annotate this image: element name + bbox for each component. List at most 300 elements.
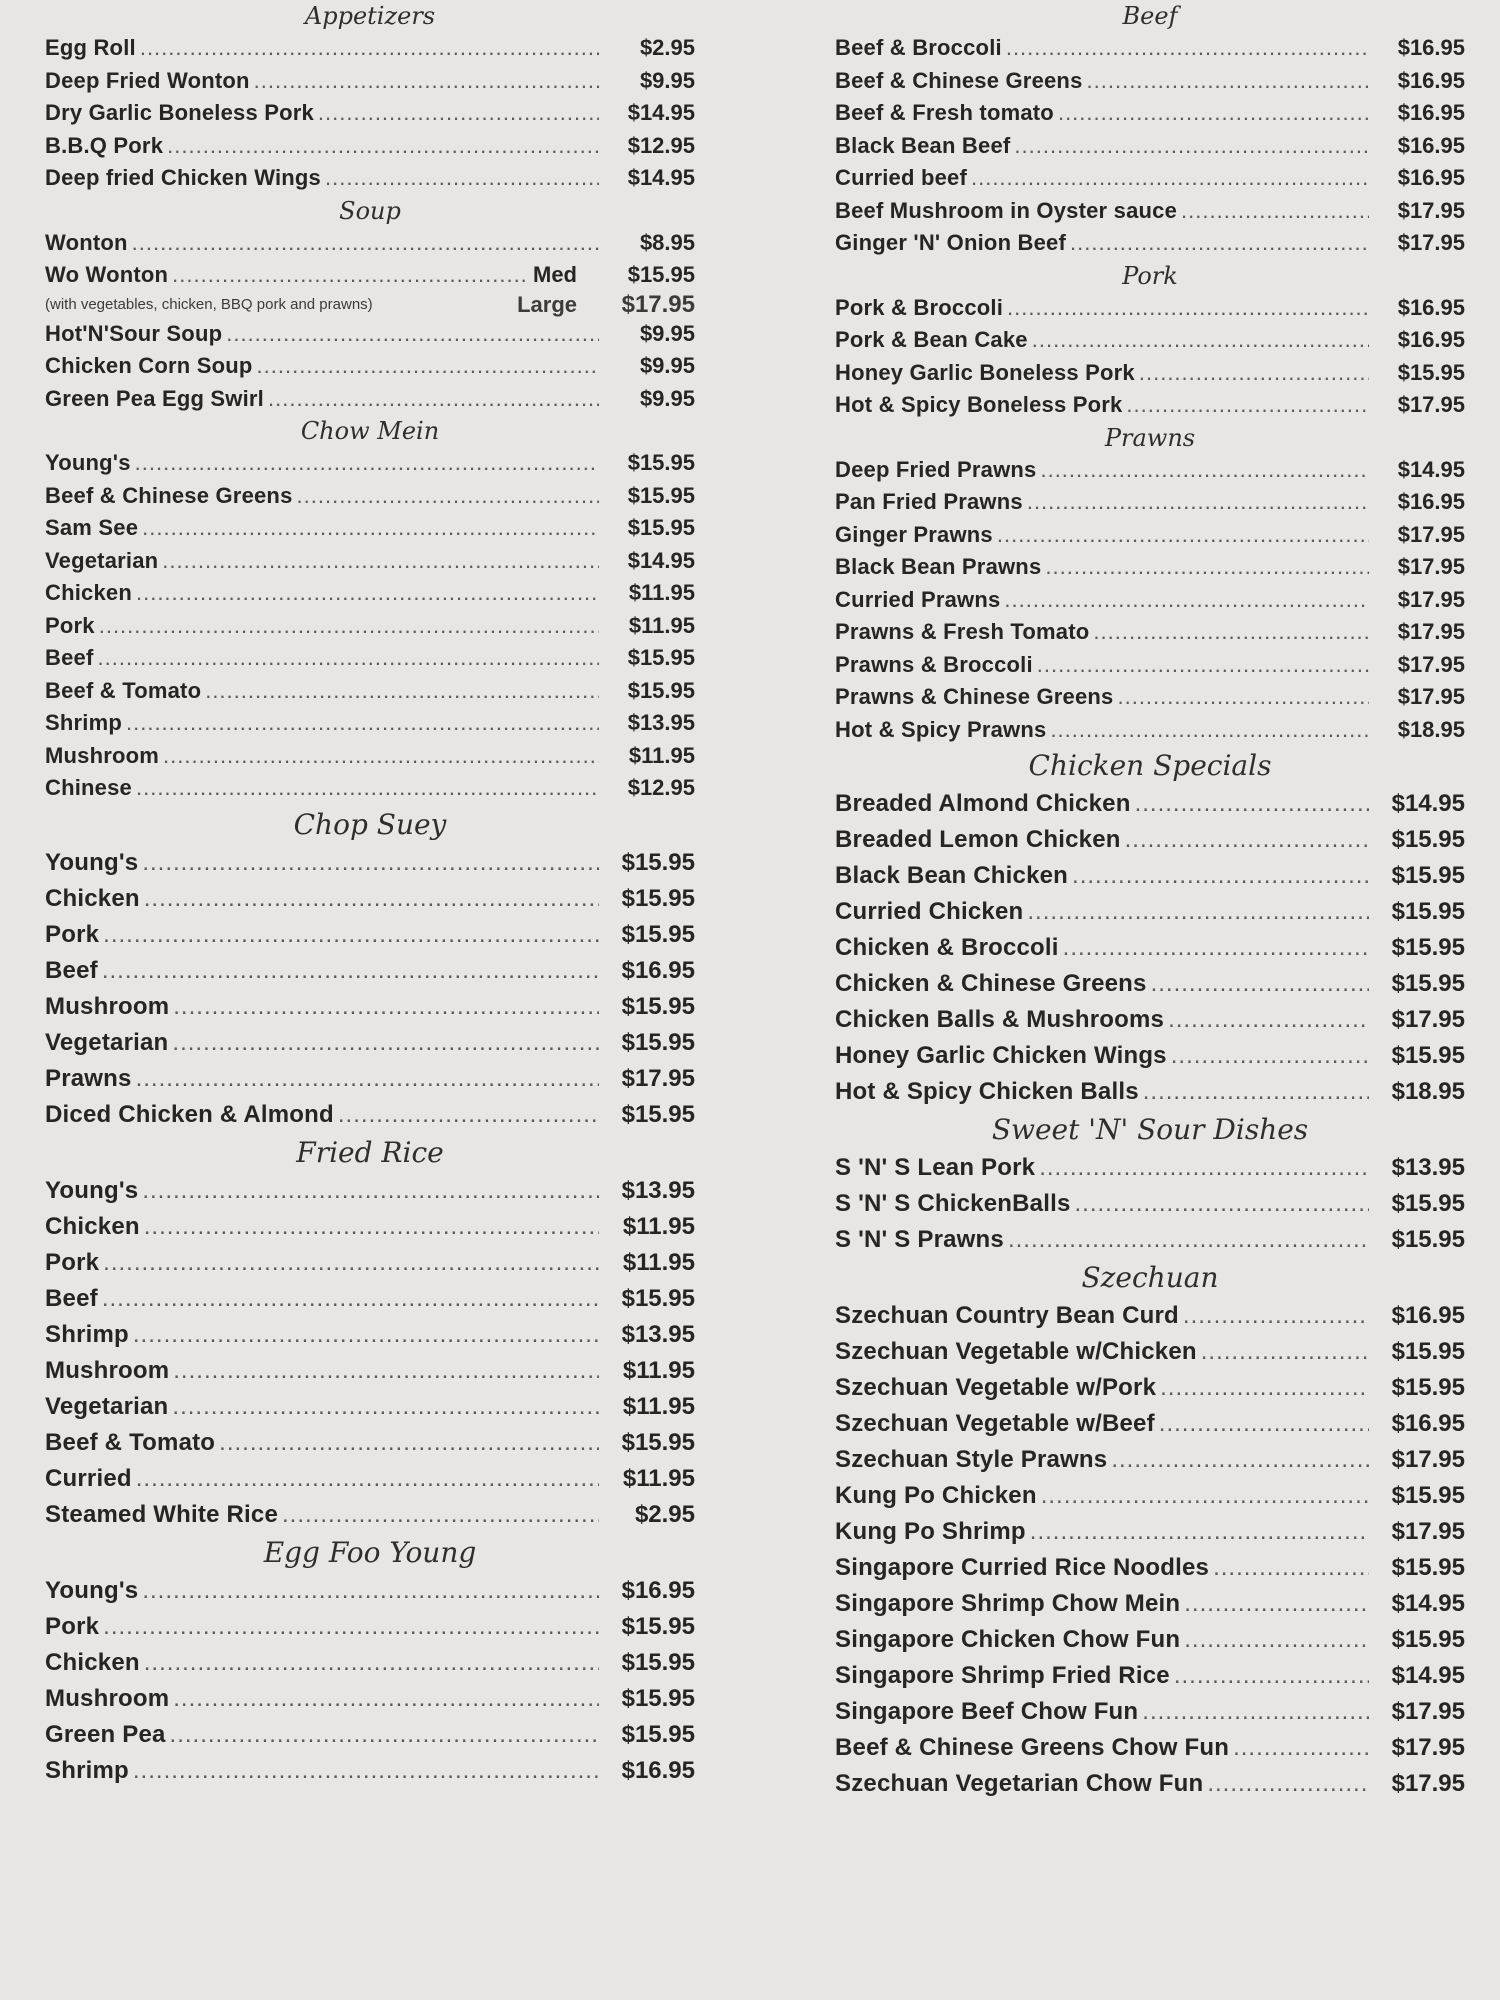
item-price: $15.95 xyxy=(1391,934,1465,961)
item-name: Mushroom xyxy=(45,1684,170,1712)
menu-item xyxy=(45,1353,695,1389)
item-price: $13.95 xyxy=(621,1176,695,1204)
section-chop-suey xyxy=(45,805,695,1133)
menu-item xyxy=(835,292,1465,325)
leader-dots xyxy=(1027,486,1369,519)
item-price: $16.95 xyxy=(1397,67,1465,93)
leader-dots xyxy=(1174,1658,1369,1694)
leader-dots xyxy=(219,1425,599,1461)
item-name: Honey Garlic Chicken Wings xyxy=(835,1042,1167,1069)
item-name: Hot & Spicy Prawns xyxy=(835,716,1047,742)
menu-item xyxy=(835,519,1465,552)
leader-dots xyxy=(1117,681,1369,714)
section-title-appetizers: Appetizers xyxy=(304,2,436,30)
leader-dots xyxy=(1143,1074,1369,1110)
menu-item xyxy=(835,357,1465,390)
item-name: Beef & Tomato xyxy=(45,1428,216,1456)
item-price: $15.95 xyxy=(627,677,695,703)
menu-item xyxy=(835,714,1465,747)
item-price: $15.95 xyxy=(1391,826,1465,853)
item-price: $16.95 xyxy=(621,956,695,984)
leader-dots xyxy=(297,480,599,513)
leader-dots xyxy=(257,350,599,383)
menu-item xyxy=(45,1573,695,1609)
leader-dots xyxy=(1160,1370,1369,1406)
menu-item xyxy=(45,447,695,480)
item-price: $11.95 xyxy=(622,1392,695,1420)
leader-dots xyxy=(205,675,599,708)
item-name: Singapore Beef Chow Fun xyxy=(835,1698,1139,1725)
leader-dots xyxy=(1006,32,1369,65)
item-name: Szechuan Vegetable w/Pork xyxy=(835,1374,1157,1401)
menu-item xyxy=(45,1317,695,1353)
item-name: Prawns & Broccoli xyxy=(835,651,1033,677)
item-name: Singapore Curried Rice Noodles xyxy=(835,1554,1210,1581)
leader-dots xyxy=(1087,65,1369,98)
item-name: Beef & Tomato xyxy=(45,677,202,703)
leader-dots xyxy=(1045,551,1369,584)
menu-item xyxy=(835,130,1465,163)
menu-item xyxy=(45,1609,695,1645)
leader-dots xyxy=(1039,1150,1369,1186)
item-price: $16.95 xyxy=(1397,327,1465,352)
leader-dots xyxy=(1233,1730,1369,1766)
menu-item xyxy=(45,162,695,195)
item-name: Curried beef xyxy=(835,165,967,190)
item-price: $17.95 xyxy=(1397,651,1465,677)
item-price: $14.95 xyxy=(1391,1662,1465,1689)
item-price: $15.95 xyxy=(1391,1374,1465,1401)
item-name: Prawns & Chinese Greens xyxy=(835,684,1114,709)
leader-dots xyxy=(140,32,599,65)
leader-dots xyxy=(98,642,600,675)
menu-item xyxy=(835,1370,1465,1406)
item-price: $12.95 xyxy=(627,132,695,158)
leader-dots xyxy=(1050,714,1369,747)
leader-dots xyxy=(1075,1186,1370,1222)
leader-dots xyxy=(1030,1514,1369,1550)
item-name: Pork xyxy=(45,612,95,638)
leader-dots xyxy=(136,1061,599,1097)
item-price: $15.95 xyxy=(621,920,695,948)
menu-item xyxy=(835,1478,1465,1514)
section-title-sweet-sour: Sweet 'N' Sour Dishes xyxy=(991,1113,1309,1146)
leader-dots xyxy=(997,519,1369,552)
item-price: $15.95 xyxy=(627,515,695,540)
menu-item xyxy=(835,930,1465,966)
menu-item xyxy=(45,642,695,675)
leader-dots xyxy=(172,259,529,292)
section-title-szechuan: Szechuan xyxy=(1081,1261,1219,1294)
leader-dots xyxy=(1041,1478,1369,1514)
item-name: Chicken & Broccoli xyxy=(835,934,1059,961)
item-name: Szechuan Vegetable w/Beef xyxy=(835,1410,1155,1437)
menu-item xyxy=(835,1038,1465,1074)
section-chicken-specials xyxy=(835,746,1465,1110)
menu-item xyxy=(45,1173,695,1209)
item-name: Pork xyxy=(45,1248,100,1276)
item-price: $11.95 xyxy=(622,1248,695,1276)
szechuan-list xyxy=(835,1298,1465,1802)
item-price: $11.95 xyxy=(622,1212,695,1240)
menu-item xyxy=(835,389,1465,422)
section-soup xyxy=(45,195,695,416)
menu-item xyxy=(45,1025,695,1061)
leader-dots xyxy=(1181,195,1369,228)
item-name: Honey Garlic Boneless Pork xyxy=(835,359,1135,385)
menu-item xyxy=(835,1406,1465,1442)
menu-item xyxy=(835,1186,1465,1222)
leader-dots xyxy=(1151,966,1369,1002)
item-name: S 'N' S Lean Pork xyxy=(835,1154,1036,1181)
menu-item xyxy=(835,1298,1465,1334)
item-name: Young's xyxy=(45,1576,139,1604)
menu-item xyxy=(835,894,1465,930)
item-name: Young's xyxy=(45,1176,139,1204)
menu-item xyxy=(835,616,1465,649)
section-title-chow-mein: Chow Mein xyxy=(300,417,440,445)
soup-list xyxy=(45,318,695,416)
item-price: $16.95 xyxy=(621,1756,695,1784)
item-name: Dry Garlic Boneless Pork xyxy=(45,100,314,125)
item-price: $17.95 xyxy=(1391,1698,1465,1725)
item-name: Mushroom xyxy=(45,992,170,1020)
leader-dots xyxy=(1125,822,1369,858)
chicken-specials-list xyxy=(835,786,1465,1110)
chow-mein-list xyxy=(45,447,695,805)
menu-item xyxy=(835,822,1465,858)
item-note: (with vegetables, chicken, BBQ pork and prawns) xyxy=(45,295,373,313)
section-sweet-sour xyxy=(835,1110,1465,1258)
menu-item xyxy=(45,1097,695,1133)
item-name: Chicken & Chinese Greens xyxy=(835,970,1147,997)
item-price: $15.95 xyxy=(1391,1338,1465,1365)
leader-dots xyxy=(1135,786,1369,822)
menu-item xyxy=(45,1753,695,1789)
item-price: $15.95 xyxy=(627,450,695,475)
item-price: $18.95 xyxy=(1391,1078,1465,1105)
leader-dots xyxy=(1014,130,1369,163)
leader-dots xyxy=(1072,858,1369,894)
item-name: Prawns & Fresh Tomato xyxy=(835,619,1090,644)
item-price: $17.95 xyxy=(1397,230,1465,255)
item-price: $15.95 xyxy=(627,262,695,287)
item-price: $15.95 xyxy=(621,1648,695,1676)
leader-dots xyxy=(971,162,1369,195)
menu-item xyxy=(835,1658,1465,1694)
item-name: Chicken xyxy=(45,1212,140,1240)
leader-dots xyxy=(142,512,599,545)
item-name: Beef xyxy=(45,956,98,984)
menu-item xyxy=(45,1681,695,1717)
leader-dots xyxy=(1207,1766,1369,1802)
item-name: Young's xyxy=(45,450,131,475)
item-price: $17.95 xyxy=(621,290,695,318)
item-price: $17.95 xyxy=(1391,1446,1465,1473)
item-name: Green Pea xyxy=(45,1720,166,1748)
item-name: Mushroom xyxy=(45,1356,170,1384)
item-price: $8.95 xyxy=(639,229,695,255)
item-name: Breaded Lemon Chicken xyxy=(835,826,1121,853)
leader-dots xyxy=(1168,1002,1369,1038)
item-name: Deep Fried Prawns xyxy=(835,456,1037,482)
item-name: Hot & Spicy Boneless Pork xyxy=(835,392,1123,417)
leader-dots xyxy=(1159,1406,1369,1442)
leader-dots xyxy=(167,130,599,163)
item-name: Kung Po Chicken xyxy=(835,1482,1037,1509)
item-price: $13.95 xyxy=(627,710,695,735)
leader-dots xyxy=(1063,930,1369,966)
menu-item-note-row xyxy=(45,292,695,318)
leader-dots xyxy=(173,1353,599,1389)
menu-item xyxy=(45,1061,695,1097)
item-price: $17.95 xyxy=(1397,586,1465,612)
section-title-prawns: Prawns xyxy=(1104,423,1196,452)
item-price: $15.95 xyxy=(621,1100,695,1128)
item-name: Curried Chicken xyxy=(835,898,1024,925)
menu-item xyxy=(45,577,695,610)
item-price: $17.95 xyxy=(1391,1006,1465,1033)
item-name: Ginger Prawns xyxy=(835,521,993,547)
item-price: $15.95 xyxy=(1391,1042,1465,1069)
item-name: Black Bean Prawns xyxy=(835,554,1042,579)
item-price: $16.95 xyxy=(1391,1410,1465,1437)
leader-dots xyxy=(173,1681,599,1717)
item-name: Wo Wonton xyxy=(45,262,169,287)
menu-item xyxy=(45,772,695,805)
menu-item xyxy=(835,486,1465,519)
egg-foo-young-list xyxy=(45,1573,695,1789)
section-beef xyxy=(835,0,1465,260)
item-name: Egg Roll xyxy=(45,35,136,60)
menu-item xyxy=(835,1514,1465,1550)
leader-dots xyxy=(103,1609,599,1645)
menu-item xyxy=(835,858,1465,894)
leader-dots xyxy=(1070,227,1369,260)
item-name: Young's xyxy=(45,848,139,876)
item-name: Vegetarian xyxy=(45,1028,169,1056)
leader-dots xyxy=(172,1389,599,1425)
menu-item xyxy=(45,1717,695,1753)
item-price: $14.95 xyxy=(627,100,695,125)
item-price: $16.95 xyxy=(1391,1302,1465,1329)
leader-dots xyxy=(1093,616,1369,649)
leader-dots xyxy=(1032,324,1369,357)
menu-item xyxy=(45,1461,695,1497)
section-appetizers xyxy=(45,0,695,195)
menu-item xyxy=(45,953,695,989)
item-name: Chicken Balls & Mushrooms xyxy=(835,1006,1165,1033)
item-name: Vegetarian xyxy=(45,1392,169,1420)
leader-dots xyxy=(99,610,599,643)
item-name: B.B.Q Pork xyxy=(45,132,164,158)
item-price: $17.95 xyxy=(1397,392,1465,417)
item-price: $15.95 xyxy=(621,992,695,1020)
item-price: $16.95 xyxy=(621,1576,695,1604)
item-name: Szechuan Vegetarian Chow Fun xyxy=(835,1770,1204,1797)
item-price: $11.95 xyxy=(622,1464,695,1492)
item-name: Szechuan Country Bean Curd xyxy=(835,1302,1179,1329)
menu-item xyxy=(45,512,695,545)
item-price: $14.95 xyxy=(1391,1590,1465,1617)
prawns-list xyxy=(835,454,1465,747)
menu-item xyxy=(835,1002,1465,1038)
item-price: $2.95 xyxy=(634,1500,695,1528)
menu-item xyxy=(45,1281,695,1317)
menu-item xyxy=(45,675,695,708)
item-name: Hot & Spicy Chicken Balls xyxy=(835,1078,1139,1105)
menu-item xyxy=(835,1442,1465,1478)
leader-dots xyxy=(172,1025,599,1061)
item-price: $17.95 xyxy=(1397,197,1465,223)
item-name: Curried Prawns xyxy=(835,586,1001,612)
menu-item xyxy=(835,1150,1465,1186)
leader-dots xyxy=(135,447,599,480)
item-name: Beef xyxy=(45,645,94,670)
leader-dots xyxy=(1040,454,1369,487)
item-price: $9.95 xyxy=(639,67,695,93)
leader-dots xyxy=(1184,1622,1369,1658)
item-price: $11.95 xyxy=(622,1356,695,1384)
item-name: Mushroom xyxy=(45,742,160,768)
item-price: $17.95 xyxy=(1391,1734,1465,1761)
menu-item xyxy=(835,1622,1465,1658)
leader-dots xyxy=(170,1717,599,1753)
leader-dots xyxy=(1007,292,1369,325)
leader-dots xyxy=(102,953,599,989)
menu-item xyxy=(45,707,695,740)
item-price: $13.95 xyxy=(1391,1154,1465,1181)
section-title-chop-suey: Chop Suey xyxy=(293,807,447,841)
leader-dots xyxy=(144,1645,599,1681)
item-price: $14.95 xyxy=(627,547,695,573)
menu-item xyxy=(835,227,1465,260)
menu-item xyxy=(45,1245,695,1281)
section-prawns xyxy=(835,422,1465,747)
item-name: Shrimp xyxy=(45,1756,129,1784)
leader-dots xyxy=(1142,1694,1369,1730)
item-price: $15.95 xyxy=(621,1684,695,1712)
section-title-soup: Soup xyxy=(339,196,401,225)
item-price: $15.95 xyxy=(621,884,695,912)
item-name: Beef & Chinese Greens Chow Fun xyxy=(835,1734,1230,1761)
item-price: $15.95 xyxy=(627,482,695,508)
beef-list xyxy=(835,32,1465,260)
item-price: $15.95 xyxy=(627,645,695,670)
item-price: $16.95 xyxy=(1397,165,1465,190)
menu-item xyxy=(45,1209,695,1245)
menu-item xyxy=(835,1730,1465,1766)
item-name: Chicken xyxy=(45,1648,140,1676)
item-size-label: Large xyxy=(517,291,577,317)
item-price: $15.95 xyxy=(621,1720,695,1748)
leader-dots xyxy=(1184,1586,1369,1622)
menu-item xyxy=(835,32,1465,65)
item-price: $14.95 xyxy=(627,165,695,190)
section-pork xyxy=(835,260,1465,422)
menu-item xyxy=(45,1425,695,1461)
item-name: Shrimp xyxy=(45,710,122,735)
menu-item xyxy=(45,1645,695,1681)
item-price: $14.95 xyxy=(1391,790,1465,817)
leader-dots xyxy=(103,917,599,953)
item-name: Singapore Shrimp Fried Rice xyxy=(835,1662,1170,1689)
menu-item xyxy=(835,966,1465,1002)
item-name: Curried xyxy=(45,1464,132,1492)
section-title-chicken-specials: Chicken Specials xyxy=(1028,749,1272,782)
item-name: Chicken xyxy=(45,580,132,605)
item-name: Shrimp xyxy=(45,1320,129,1348)
section-title-egg-foo-young: Egg Foo Young xyxy=(263,1535,477,1569)
leader-dots xyxy=(1171,1038,1369,1074)
leader-dots xyxy=(173,989,599,1025)
menu-item xyxy=(835,1550,1465,1586)
item-price: $17.95 xyxy=(1397,619,1465,644)
section-title-fried-rice: Fried Rice xyxy=(296,1135,444,1169)
item-price: $14.95 xyxy=(1397,456,1465,482)
item-name: Pork & Broccoli xyxy=(835,294,1004,320)
item-name: Szechuan Vegetable w/Chicken xyxy=(835,1338,1197,1365)
item-name: Szechuan Style Prawns xyxy=(835,1446,1108,1473)
menu-item xyxy=(835,1222,1465,1258)
section-fried-rice xyxy=(45,1133,695,1533)
item-name: Chicken Corn Soup xyxy=(45,353,253,378)
item-price: $11.95 xyxy=(628,742,695,768)
appetizers-list xyxy=(45,32,695,195)
item-name: Pork xyxy=(45,1612,100,1640)
item-name: S 'N' S ChickenBalls xyxy=(835,1190,1071,1217)
item-name: Beef xyxy=(45,1284,98,1312)
section-chow-mein xyxy=(45,415,695,805)
section-title-beef: Beef xyxy=(1122,2,1178,30)
menu-item xyxy=(45,259,695,292)
menu-item xyxy=(835,454,1465,487)
leader-dots xyxy=(268,383,599,416)
section-title-pork: Pork xyxy=(1122,261,1178,290)
item-price: $15.95 xyxy=(1391,1190,1465,1217)
leader-dots xyxy=(1111,1442,1369,1478)
menu-left-column xyxy=(45,0,695,1789)
leader-dots xyxy=(136,1461,599,1497)
item-name: Steamed White Rice xyxy=(45,1500,278,1528)
item-name: Black Bean Beef xyxy=(835,132,1011,158)
menu-item xyxy=(835,162,1465,195)
item-name: Chicken xyxy=(45,884,140,912)
item-price: $9.95 xyxy=(639,320,695,346)
leader-dots xyxy=(318,97,599,130)
item-name: Beef & Chinese Greens xyxy=(45,482,293,508)
menu-item xyxy=(835,681,1465,714)
leader-dots xyxy=(142,1173,599,1209)
menu-item xyxy=(835,1766,1465,1802)
item-price: $16.95 xyxy=(1397,294,1465,320)
menu-item xyxy=(45,97,695,130)
item-size-label: Med xyxy=(533,262,577,287)
item-price: $12.95 xyxy=(627,775,695,800)
item-price: $17.95 xyxy=(621,1064,695,1092)
item-price: $15.95 xyxy=(621,1612,695,1640)
menu-item xyxy=(835,97,1465,130)
menu-item xyxy=(835,1334,1465,1370)
item-price: $15.95 xyxy=(1391,1482,1465,1509)
item-price: $17.95 xyxy=(1397,521,1465,547)
item-price: $18.95 xyxy=(1397,716,1465,742)
menu-item xyxy=(45,65,695,98)
item-price: $15.95 xyxy=(1391,1554,1465,1581)
item-price: $11.95 xyxy=(628,612,695,638)
leader-dots xyxy=(1183,1298,1369,1334)
leader-dots xyxy=(133,1317,599,1353)
